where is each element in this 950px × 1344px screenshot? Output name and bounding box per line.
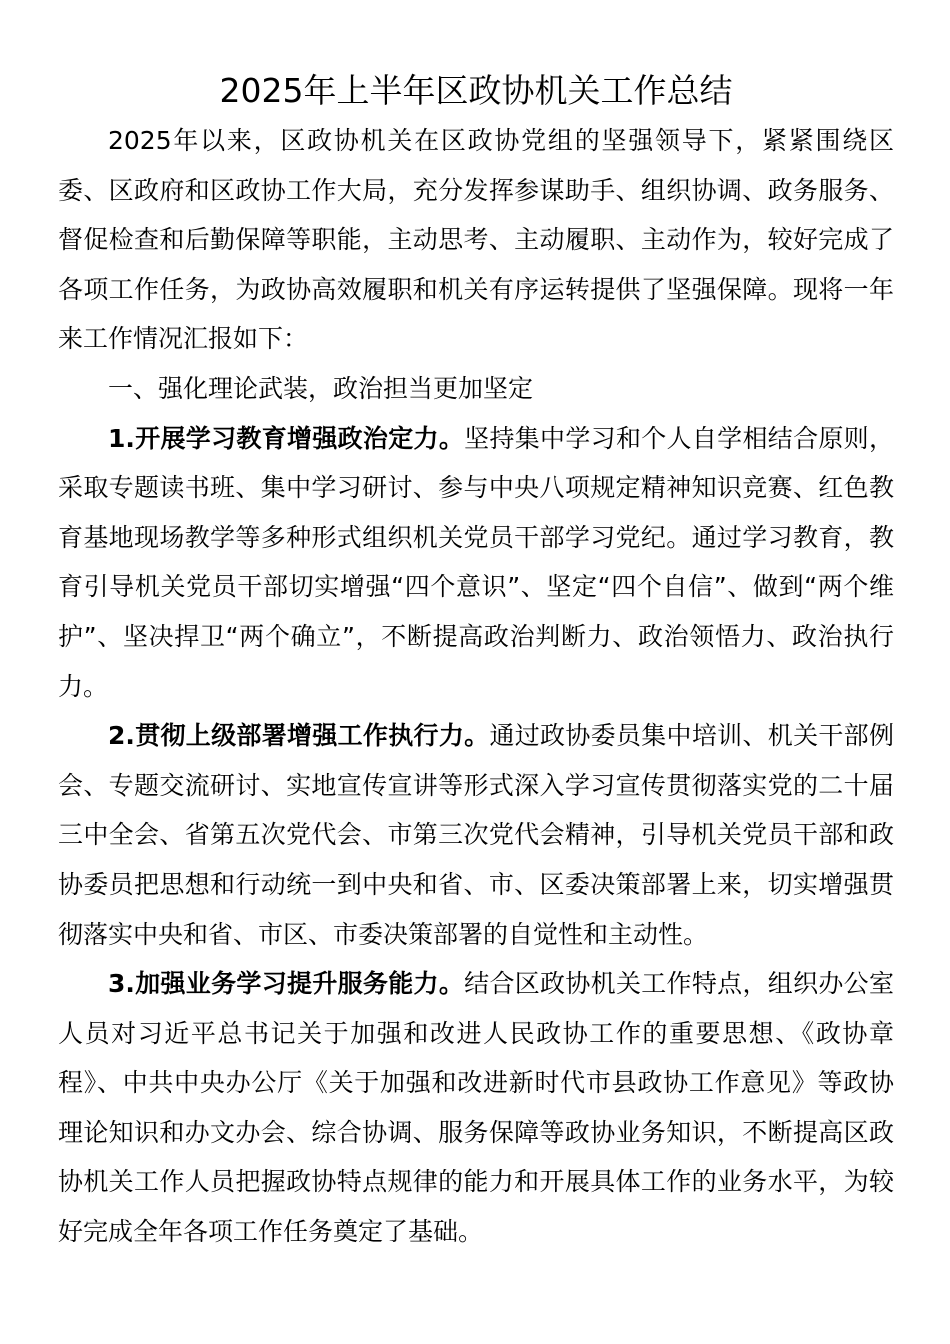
item-lead-2: 2.贯彻上级部署增强工作执行力。 (108, 721, 490, 751)
section-heading-1: 一、强化理论武装，政治担当更加坚定 (108, 373, 534, 403)
item-text-3: 结合区政协机关工作特点，组织办公室人员对习近平总书记关于加强和改进人民政协工作的重要思想、《政协章程》、中共中央办公厅《关于加强和改进新时代市县政协工作意见》等政协理论知识和办文办会、综合协调、服务保障等政协业务知识，不断提高区政协机关工作人员把握政协特点规律的能力和开展具体工作的业务水平，为较好完成全年各项工作任务奠定了基础。 (58, 969, 894, 1247)
item-paragraph-3 (58, 959, 894, 1257)
item-lead-3: 3.加强业务学习提升服务能力。 (108, 969, 465, 999)
item-text-2: 通过政协委员集中培训、机关干部例会、专题交流研讨、实地宣传宣讲等形式深入学习宣传贯彻落实党的二十届三中全会、省第五次党代会、市第三次党代会精神，引导机关党员干部和政协委员把思想和行动统一到中央和省、市、区委决策部署上来，切实增强贯彻落实中央和省、市区、市委决策部署的自觉性和主动性。 (58, 721, 894, 949)
item-text-1: 坚持集中学习和个人自学相结合原则，采取专题读书班、集中学习研讨、参与中央八项规定精神知识竞赛、红色教育基地现场教学等多种形式组织机关党员干部学习党纪。通过学习教育，教育引导机关党员干部切实增强“四个意识”、坚定“四个自信”、做到“两个维护”、坚决捍卫“两个确立”，不断提高政治判断力、政治领悟力、政治执行力。 (58, 423, 894, 701)
item-paragraph-2 (58, 711, 894, 959)
intro-paragraph: 2025年以来，区政协机关在区政协党组的坚强领导下，紧紧围绕区委、区政府和区政协工作大局，充分发挥参谋助手、组织协调、政务服务、督促检查和后勤保障等职能，主动思考、主动履职、主动作为，较好完成了各项工作任务，为政协高效履职和机关有序运转提供了坚强保障。现将一年来工作情况汇报如下： (58, 126, 894, 354)
item-paragraph-1 (58, 414, 894, 712)
document-page (58, 68, 894, 1257)
document-title: 2025年上半年区政协机关工作总结 (219, 71, 733, 110)
item-lead-1: 1.开展学习教育增强政治定力。 (108, 423, 465, 453)
